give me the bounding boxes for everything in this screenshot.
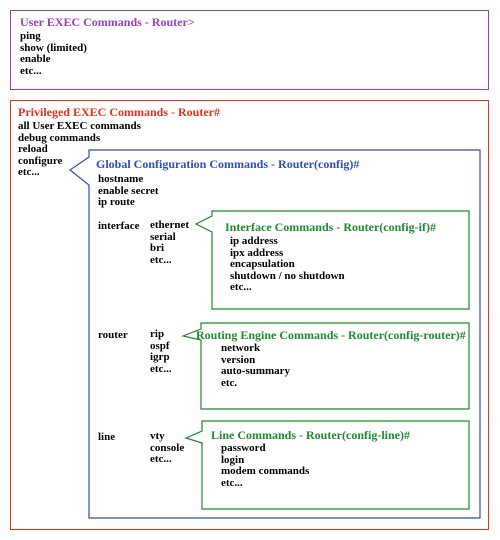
router-cmds-title: Routing Engine Commands - Router(config-router)#	[196, 328, 466, 342]
list-item: etc...	[150, 453, 172, 466]
list-item: ping	[20, 30, 41, 42]
line-keyword: line	[98, 431, 116, 443]
list-item: bri	[150, 242, 165, 255]
list-item: shutdown / no shutdown	[230, 269, 345, 282]
list-item: ip route	[98, 196, 135, 209]
list-item: ospf	[150, 339, 170, 352]
line-cmds-title: Line Commands - Router(config-line)#	[211, 428, 410, 442]
list-item: console	[150, 441, 185, 454]
list-item: password	[221, 442, 266, 454]
list-item: vty	[150, 430, 165, 442]
list-item: version	[221, 353, 256, 366]
user-exec-title: User EXEC Commands - Router>	[20, 15, 195, 29]
list-item: etc...	[20, 64, 42, 77]
interface-cmds-list	[230, 236, 345, 294]
list-item: rip	[150, 328, 165, 340]
global-config-title: Global Configuration Commands - Router(config)#	[96, 157, 360, 171]
list-item: enable secret	[98, 184, 159, 197]
list-item: etc...	[150, 253, 172, 266]
list-item: hostname	[98, 173, 144, 185]
list-item: serial	[150, 230, 176, 243]
list-item: etc.	[221, 376, 238, 389]
list-item: configure	[18, 154, 63, 167]
list-item: network	[221, 342, 261, 354]
list-item: auto-summary	[221, 365, 291, 378]
list-item: etc...	[150, 362, 172, 375]
list-item: debug commands	[18, 131, 101, 144]
list-item: encapsulation	[230, 258, 295, 271]
list-item: login	[221, 453, 245, 466]
list-item: reload	[18, 143, 48, 156]
list-item: ethernet	[150, 219, 190, 231]
list-item: etc...	[221, 476, 243, 489]
router-keyword: router	[98, 329, 128, 341]
list-item: ip address	[230, 235, 278, 247]
list-item: enable	[20, 53, 51, 66]
list-item: all User EXEC commands	[18, 120, 141, 132]
router-cmds-list	[221, 343, 290, 389]
list-item: etc...	[230, 281, 252, 294]
interface-keyword: interface	[98, 220, 140, 232]
line-cmds-list	[221, 443, 309, 489]
list-item: ipx address	[230, 246, 284, 259]
interface-cmds-title: Interface Commands - Router(config-if)#	[225, 220, 436, 234]
list-item: show (limited)	[20, 41, 87, 54]
list-item: etc...	[18, 166, 40, 179]
list-item: modem commands	[221, 465, 310, 478]
list-item: igrp	[150, 351, 170, 364]
privileged-exec-title: Privileged EXEC Commands - Router#	[18, 105, 220, 119]
